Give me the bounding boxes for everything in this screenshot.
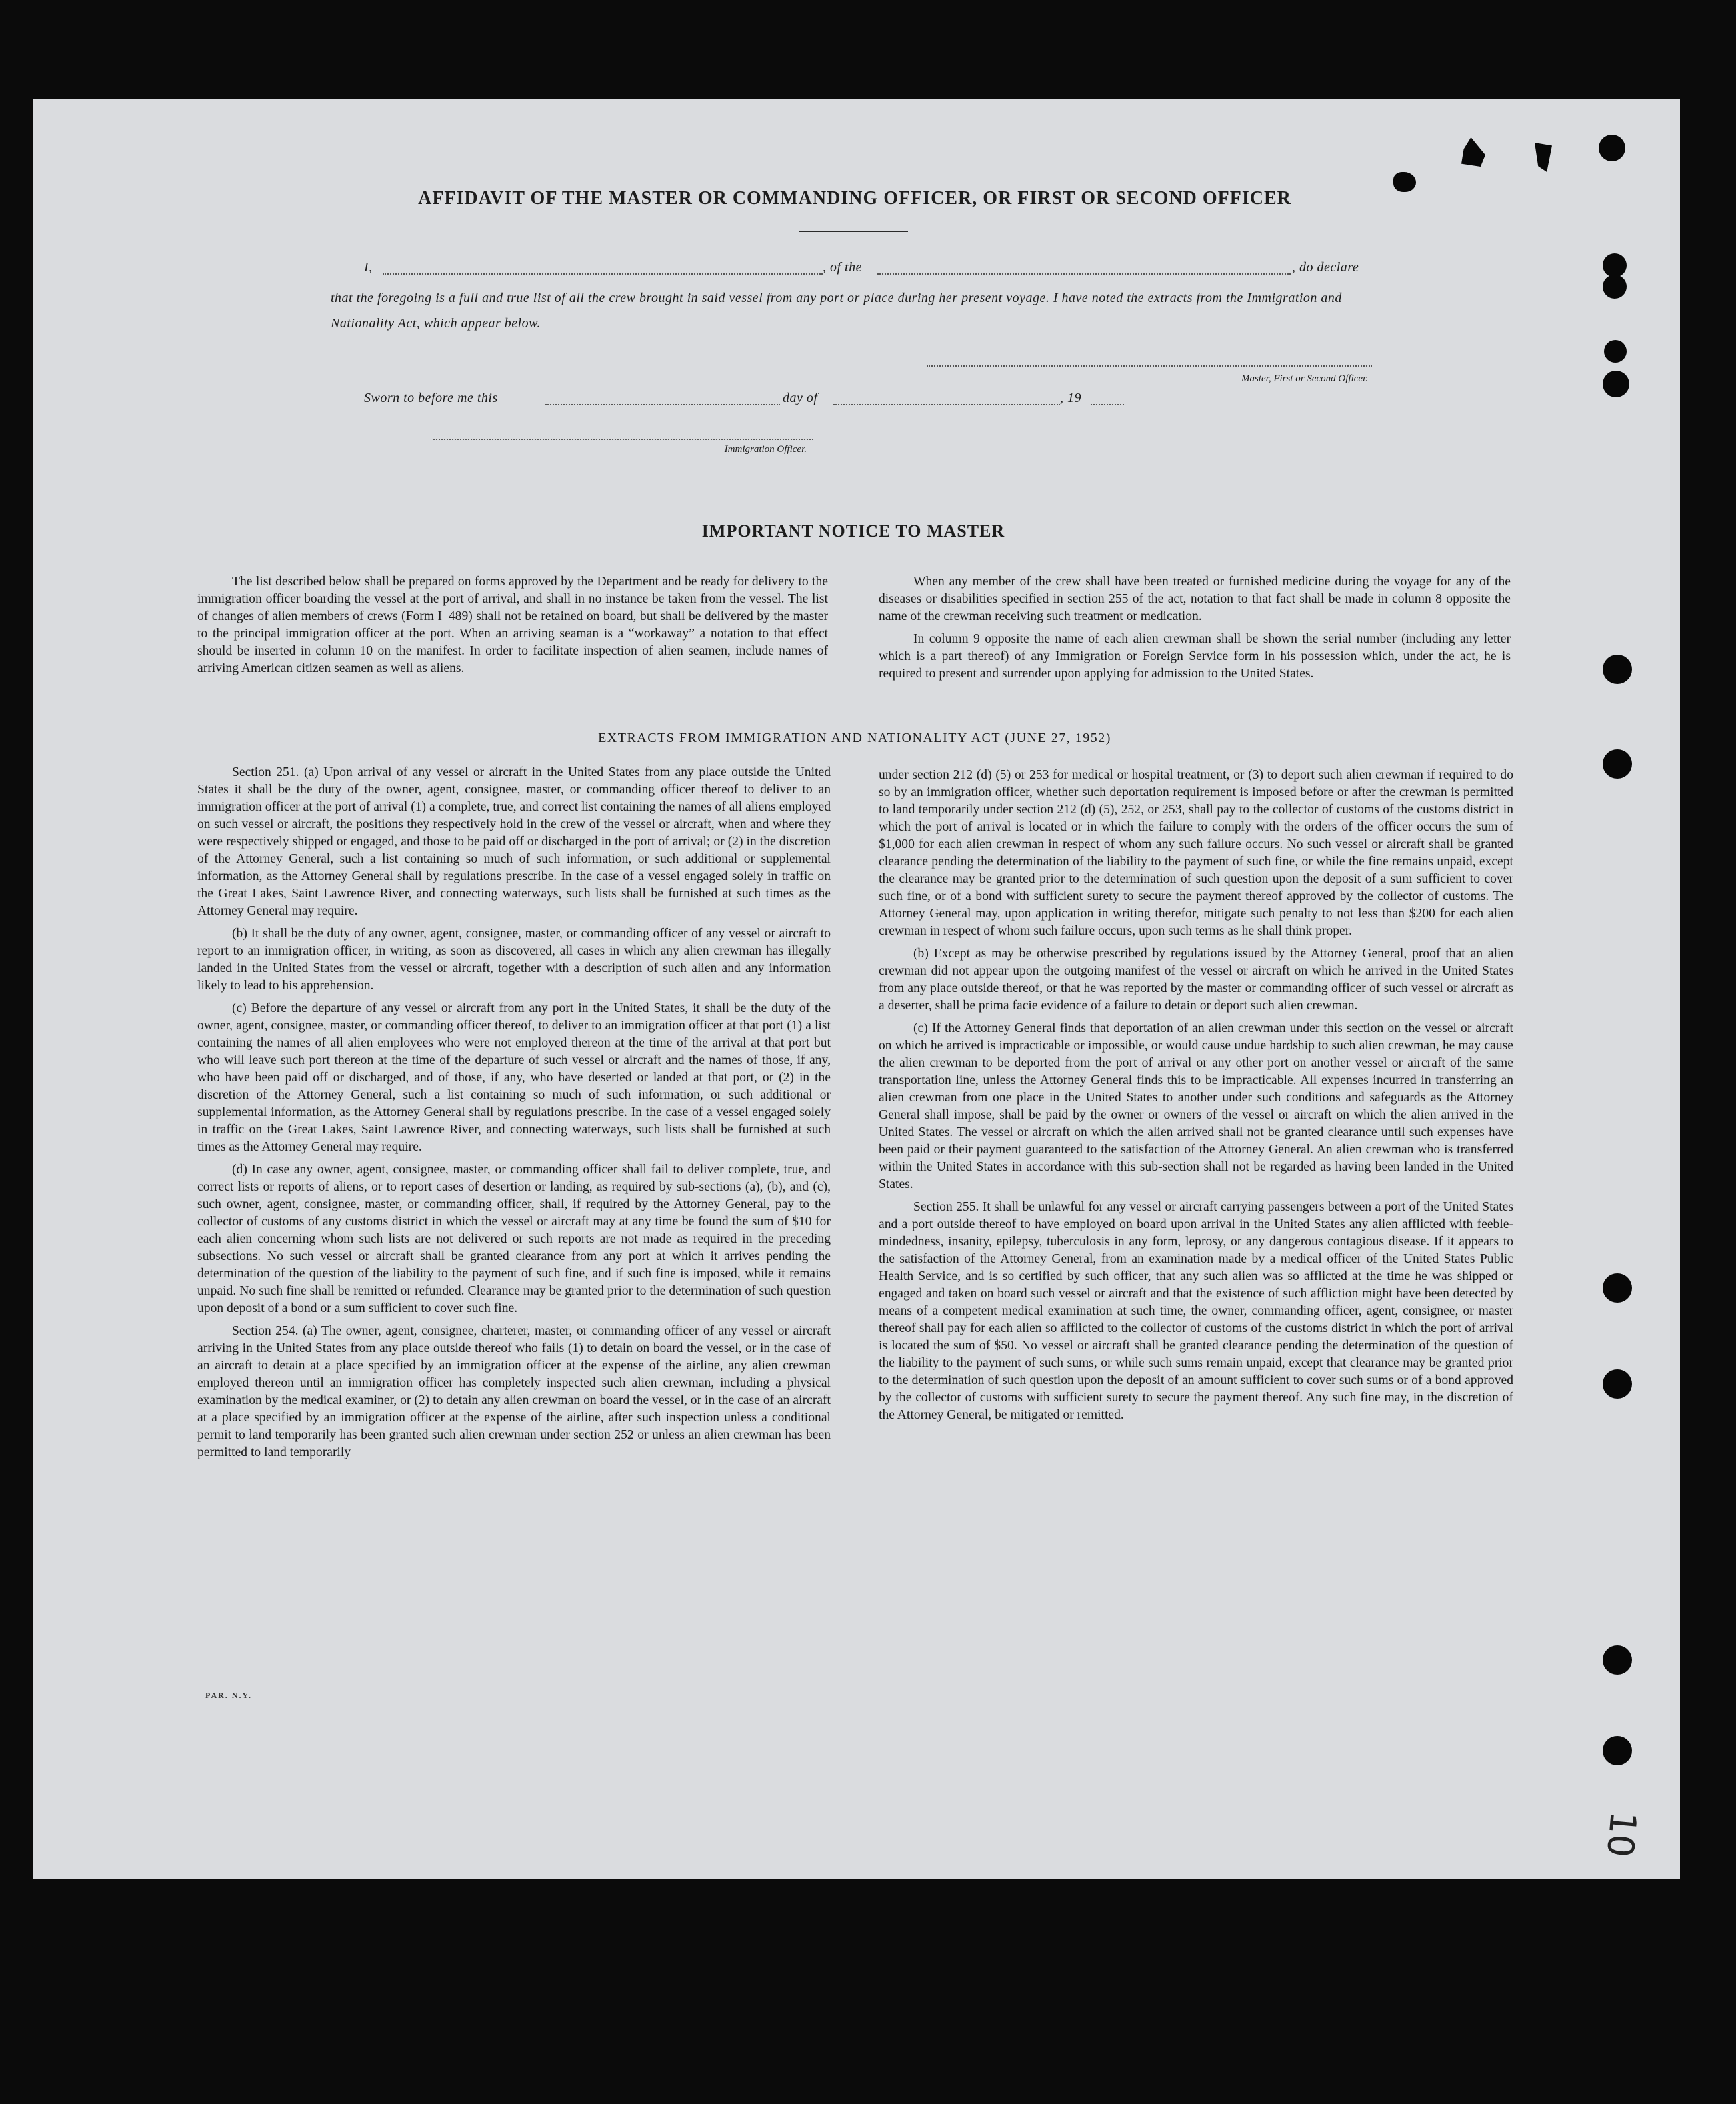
section-paragraph: Section 251. (a) Upon arrival of any vessel or aircraft in the United States from any place outside the United States it shall be the duty of the owner, agent, consignee, master, or commanding officer thereof to deliver to an immigration officer at the port of arrival (1) a complete, true, and correct list containing the names of all aliens employed on such vessel or aircraft, the positions they respectively hold in the crew of the vessel or aircraft, when and where they were respectively shipped or engaged, and those to be paid off or discharged in the port of arrival; or (2) in the discretion of the Attorney General, such a list containing so much of such information, or such additional or supplemental information, as the Attorney General shall by regulations prescribe. In the case of a vessel engaged solely in traffic on the Great Lakes, Saint Lawrence River, and connecting waterways, such lists shall be furnished at such times as the Attorney General may require. <box>197 765 831 918</box>
extracts-right-column <box>879 767 1513 1424</box>
master-caption: Master, First or Second Officer. <box>1241 373 1368 384</box>
declaration-text: that the foregoing is a full and true list of all the crew brought in said vessel from any port or place during her present voyage. I have noted the extracts from the Immigration and Nationality Act, which appear below. <box>331 291 1342 331</box>
officer-caption: Immigration Officer. <box>724 444 807 455</box>
handwritten-page-number: 10 <box>1598 1809 1645 1859</box>
notice-paragraph: When any member of the crew shall have been treated or furnished medicine during the voyage for any of the diseases or disabilities specified in section 255 of the act, notation to that fact shall be made in column 8 opposite the name of the crewman receiving such treatment or medication. <box>879 575 1511 623</box>
punch-hole-icon <box>1603 253 1627 277</box>
section-paragraph: (b) It shall be the duty of any owner, agent, consignee, master, or commanding officer of any vessel or aircraft to report to an immigration officer, in writing, as soon as discovered, all cases in which any alien crewman has illegally landed in the United States from the vessel or aircraft, together with a description of such alien and any information likely to lead to his apprehension. <box>197 927 831 993</box>
sworn-year-label: , 19 <box>1060 391 1081 405</box>
sworn-month-line <box>833 404 1060 405</box>
sworn-year-line <box>1091 404 1124 405</box>
title-underline <box>799 231 908 232</box>
declarant-name-line <box>383 273 823 275</box>
vessel-name-line <box>877 273 1291 275</box>
master-signature-line <box>927 365 1372 367</box>
punch-hole-icon <box>1604 340 1627 363</box>
section-paragraph: (b) Except as may be otherwise prescribed by regulations issued by the Attorney General, proof that an alien crewman did not appear upon the outgoing manifest of the vessel or aircraft on which he arrived in the United States from any place outside thereof, or that he was reported by the master or commanding officer of such vessel or aircraft as a deserter, shall be prima facie evidence of a failure to detain or deport such alien crewman. <box>879 947 1513 1013</box>
section-paragraph: Section 255. It shall be unlawful for any vessel or aircraft carrying passengers between a port of the United States and a port outside thereof to have employed on board upon arrival in the United States any alien afflicted with feeble-mindedness, insanity, epilepsy, tuberculosis in any form, leprosy, or any dangerous contagious disease. If it appears to the satisfaction of the Attorney General, from an examination made by a medical officer of the United States Public Health Service, and is so certified by such officer, that any such alien was so afflicted at the time he was shipped or engaged and taken on board such vessel or aircraft and that the existence of such affliction might have been detected by means of a competent medical examination at such time, the owner, commanding officer, agent, consignee, or master thereof shall pay for each alien so afflicted to the collector of customs of the customs district in which the port of arrival is located the sum of $50. No vessel or aircraft shall be granted clearance pending the determination of the question of the liability to the payment of such sums, or while such sums remain unpaid, except that clearance may be granted prior to the determination of such question upon the deposit of an amount sufficient to cover such sums or of a bond approved by the collector of customs with sufficient surety to secure the payment thereof. Any such fine may, in the discretion of the Attorney General, be mitigated or remitted. <box>879 1200 1513 1422</box>
notice-title: IMPORTANT NOTICE TO MASTER <box>701 521 1005 541</box>
declare-label: , do declare <box>1292 260 1359 275</box>
officer-signature-line <box>433 439 813 440</box>
declarant-label: I, <box>364 260 373 275</box>
punch-hole-icon <box>1603 1369 1632 1399</box>
form-code: PAR. N.Y. <box>205 1691 253 1700</box>
notice-right-column <box>879 573 1511 683</box>
section-paragraph: (d) In case any owner, agent, consignee, master, or commanding officer shall fail to deliver complete, true, and correct lists or reports of aliens, or to report cases of desertion or landing, as required by sub-sections (a), (b), and (c), such owner, agent, consignee, master, or commanding officer, shall, if required by the Attorney General, pay to the collector of customs of any customs district in which the vessel or aircraft may at any time be found the sum of $10 for each alien concerning whom such lists are not delivered or such reports are not made as required in the preceding subsections. No such vessel or aircraft shall be granted clearance from any port at which it arrives pending the determination of the question of the liability to the payment of such fine, and if such fine is imposed, while it remains unpaid. No such fine shall be remitted or refunded. Clearance may be granted prior to the determination of such question upon deposit of a bond or a sum sufficient to cover such fine. <box>197 1163 831 1315</box>
sworn-day-line <box>545 404 780 405</box>
section-paragraph: (c) Before the departure of any vessel or aircraft from any port in the United States, it shall be the duty of the owner, agent, consignee, master, or commanding officer thereof, to deliver to an immigration officer at that port (1) a list containing the names of all alien employees who were not employed thereon at the time of the arrival at that port but who will leave such port thereon at the time of the departure of such vessel or aircraft and the names of those, if any, who have been paid off or discharged, and of those, if any, who have deserted or landed at that port, or (2) in the discretion of the Attorney General, such a list containing so much of such information, or such additional or supplemental information, as the Attorney General shall by regulations prescribe. In the case of a vessel engaged solely in traffic on the Great Lakes, Saint Lawrence River, and connecting waterways, such lists shall be furnished at such times as the Attorney General may require. <box>197 1001 831 1154</box>
punch-hole-icon <box>1603 1273 1632 1303</box>
punch-hole-icon <box>1603 275 1627 299</box>
punch-hole-icon <box>1603 371 1629 397</box>
extracts-left-column <box>197 764 831 1461</box>
vessel-label: , of the <box>823 260 862 275</box>
punch-hole-icon <box>1603 655 1632 684</box>
ink-blot-icon <box>1393 172 1416 192</box>
affidavit-title: AFFIDAVIT OF THE MASTER OR COMMANDING OFFICER, OR FIRST OR SECOND OFFICER <box>418 188 1291 209</box>
notice-paragraph: The list described below shall be prepared on forms approved by the Department and be ready for delivery to the immigration officer boarding the vessel at the port of arrival, and shall in no instance be taken from the vessel. The list of changes of alien members of crews (Form I–489) shall not be retained on board, but shall be delivered by the master to the principal immigration officer at the port. When an arriving seaman is a “workaway” a notation to that effect should be inserted in column 10 on the manifest. In order to facilitate inspection of alien seamen, include names of arriving American citizen seamen as well as aliens. <box>197 575 828 675</box>
punch-hole-icon <box>1599 135 1625 161</box>
sworn-label: Sworn to before me this <box>364 391 498 405</box>
section-paragraph: (c) If the Attorney General finds that deportation of an alien crewman under this section on the vessel or aircraft on which he arrived is impracticable or impossible, or would cause undue hardship to such alien crewman, he may cause the alien crewman to be deported from the port of arrival or any other port on another vessel or aircraft of the same transportation line, unless the Attorney General finds this to be impracticable. All expenses incurred in transferring an alien crewman from one place in the United States to another under such conditions and safeguards as the Attorney General shall impose, shall be paid by the owner or owners of the vessel or aircraft on which the alien arrived in the United States. The vessel or aircraft on which the alien arrived shall not be granted clearance until such expenses have been paid or their payment guaranteed to the satisfaction of the Attorney General. An alien crewman who is transferred within the United States in accordance with this sub-section shall not be regarded as having been landed in the United States. <box>879 1021 1513 1191</box>
section-paragraph: under section 212 (d) (5) or 253 for medical or hospital treatment, or (3) to deport such alien crewman if required to do so by an immigration officer, whether such deportation requirement is imposed before or after the crewman is permitted to land temporarily under section 212 (d) (5), 252, or 253, shall pay to the collector of customs of the customs district in which the port of arrival is located or in which the failure to comply with the orders of the officer occurs the sum of $1,000 for each alien crewman in respect of whom any such failure occurs. No such vessel or aircraft shall be granted clearance pending the determination of the liability to the payment of such fine, or while the fine remains unpaid, except the clearance may be granted prior to the determination of such question upon the deposit of a sum sufficient to cover such fine, or of a bond with sufficient surety to secure the payment thereof approved by the collector of customs. The Attorney General may, upon application in writing therefor, mitigate such penalty to not less than $200 for each alien crewman in respect of whom such failure occurs, upon such terms as he shall think proper. <box>879 768 1513 938</box>
notice-left-column <box>197 573 828 677</box>
punch-hole-icon <box>1603 1645 1632 1675</box>
section-paragraph: Section 254. (a) The owner, agent, consignee, charterer, master, or commanding officer of any vessel or aircraft arriving in the United States from any place outside thereof who fails (1) to detain on board the vessel, or in the case of an aircraft to detain at a place specified by an immigration officer at the expense of the airline, any alien crewman employed thereon until an immigration officer has completely inspected such alien crewman, including a physical examination by the medical examiner, or (2) to detain any alien crewman on board the vessel, or in the case of an aircraft at a place specified by an immigration officer at the expense of the airline, after such inspection unless a conditional permit to land temporarily has been granted such alien crewman under section 252 or unless an alien crewman has been permitted to land temporarily <box>197 1324 831 1459</box>
notice-paragraph: In column 9 opposite the name of each alien crewman shall be shown the serial number (including any letter which is a part thereof) of any Immigration or Foreign Service form in his possession which, under the act, he is required to present and surrender upon applying for admission to the United States. <box>879 632 1511 681</box>
sworn-day-label: day of <box>783 391 818 405</box>
punch-hole-icon <box>1603 1736 1632 1765</box>
extracts-heading: EXTRACTS FROM IMMIGRATION AND NATIONALITY ACT (JUNE 27, 1952) <box>598 731 1111 745</box>
punch-hole-icon <box>1603 749 1632 779</box>
